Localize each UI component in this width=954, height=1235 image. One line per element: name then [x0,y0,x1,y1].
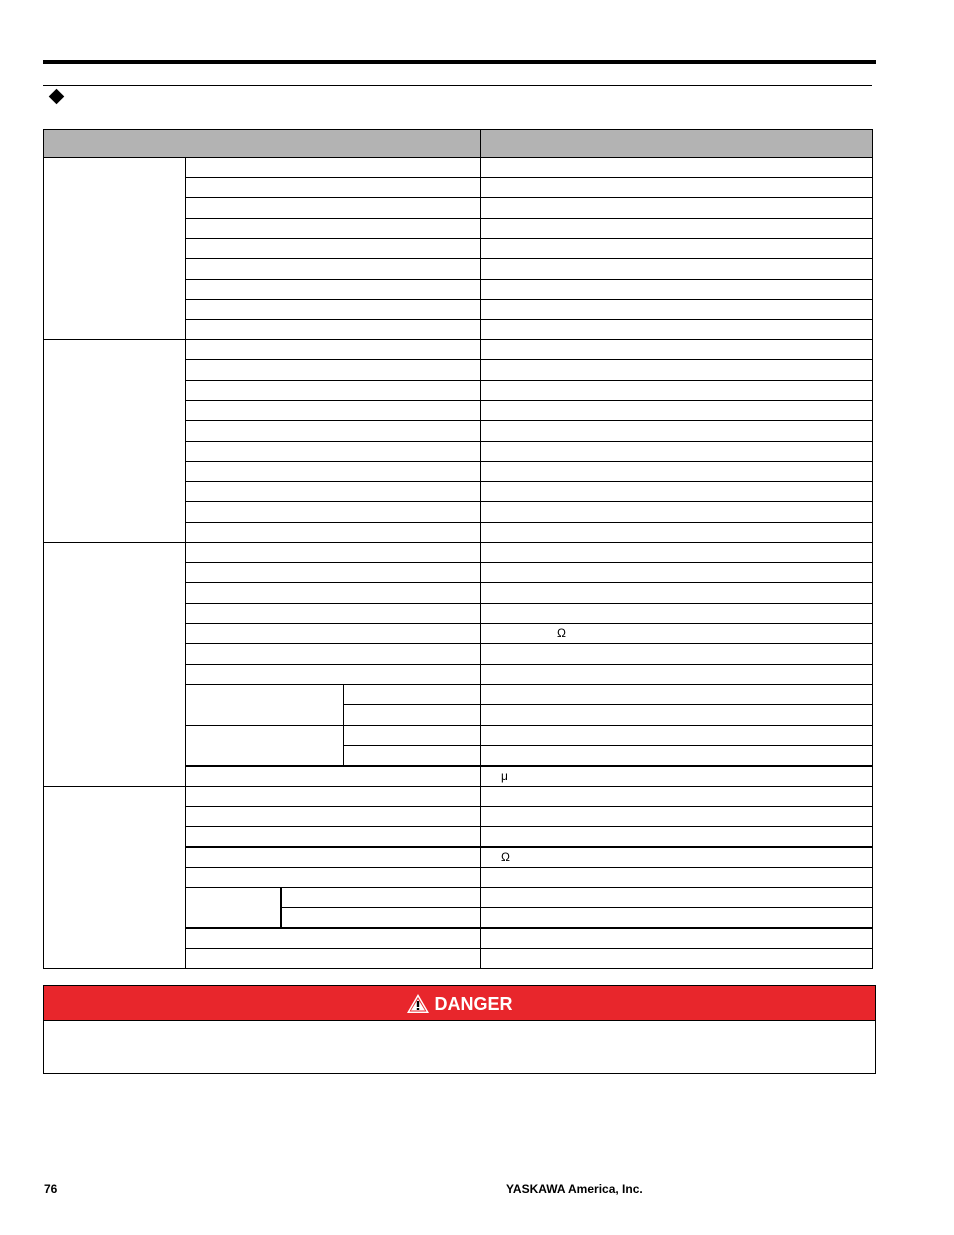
table-header-row [43,129,873,157]
table-row-line [185,643,873,644]
table-row-line [185,359,873,360]
table-row-line [185,522,873,523]
table-row-line [185,461,873,462]
table-row-line [185,887,873,888]
table-row-line [185,826,873,827]
top-rule-thin [43,85,872,86]
table-subcolumn-line [280,887,282,928]
table-row-line [185,664,873,665]
table-row-line [185,420,873,421]
table-group-line [43,786,873,787]
table-row-line [343,704,873,705]
table-row-line [185,177,873,178]
table-row-line [185,765,873,767]
table-row-line [185,299,873,300]
table-row-line [185,197,873,198]
table-row-line [343,745,873,746]
table-row-line [185,725,873,726]
table-row-line [185,400,873,401]
table-header-line [43,157,873,158]
table-row-line [185,481,873,482]
table-row-line [185,218,873,219]
table-row-line [185,948,873,949]
table-row-line [185,562,873,563]
table-row-line [185,380,873,381]
diamond-bullet-icon [49,89,65,105]
table-border-top [43,129,873,130]
danger-notice [43,985,876,1074]
warning-triangle-icon [406,993,430,1014]
table-row-line [185,258,873,259]
table-group-line [43,542,873,543]
table-value-column-line [480,129,481,969]
table-row-line [281,907,873,908]
table-row-line [185,319,873,320]
table-row-line [185,501,873,502]
table-subcolumn-line [343,684,344,765]
table-border-right [872,129,873,969]
table-group-line [43,339,873,340]
ohm-symbol-cell-2: Ω [501,850,510,864]
table-row-line [185,867,873,868]
danger-title [44,986,875,1021]
table-row-line [185,927,873,929]
ohm-symbol-cell-1: Ω [557,626,566,640]
table-row-line [185,623,873,624]
table-row-line [185,603,873,604]
table-row-line [185,582,873,583]
table-row-line [185,441,873,442]
danger-label: DANGER [434,994,513,1014]
specification-table [43,129,873,969]
micro-symbol-cell: μ [501,769,508,783]
table-border-left [43,129,44,969]
table-row-line [185,279,873,280]
table-row-line [185,846,873,848]
table-border-bottom [43,968,873,969]
table-row-line [185,806,873,807]
table-row-line [185,238,873,239]
footer-company: YASKAWA America, Inc. [506,1182,643,1196]
top-rule-thick [43,60,876,64]
table-row-line [185,684,873,685]
page-number: 76 [44,1182,58,1196]
